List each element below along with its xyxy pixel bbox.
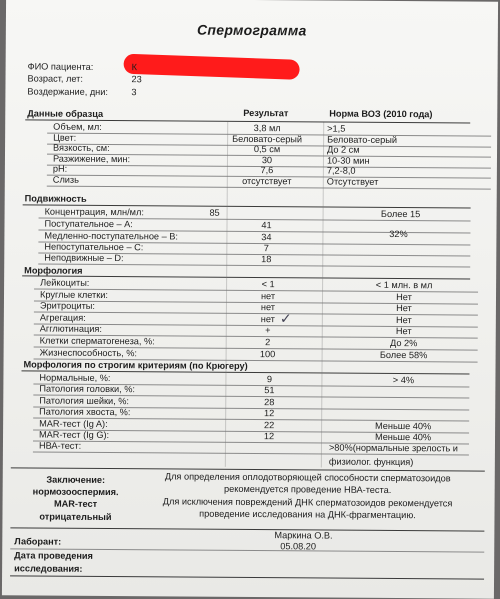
row-result: 18 [261, 254, 272, 265]
row-result: 9 [266, 374, 273, 385]
column-norm-heading: Норма ВОЗ (2010 года) [329, 108, 433, 120]
row-result: + [265, 325, 271, 336]
row-norm: 7,2-8,0 [326, 165, 356, 177]
redaction-mark [123, 54, 300, 80]
row-label: Неподвижные – D: [44, 252, 124, 264]
column-separator [321, 123, 324, 468]
row-label: Патология головки, %: [39, 383, 136, 395]
row-norm: >80%(нормальные зрелость и [328, 442, 458, 454]
recommendation-line4: проведение исследования на ДНК-фрагментацию. [199, 508, 416, 521]
row-norm: Нет [395, 314, 412, 325]
document-sheet [2, 0, 498, 599]
row-norm: Отсутствует [326, 176, 379, 187]
row-norm: Меньше 40% [375, 420, 432, 431]
date-label-line1: Дата проведения [14, 550, 93, 561]
row-label: Медленно-поступательное – В: [44, 230, 178, 242]
row-norm: < 1 млн. в мл [375, 279, 433, 291]
row-result: 28 [264, 396, 275, 407]
recommendation-line3: Для исключения повреждений ДНК сперматозоидов рекомендуется [162, 496, 453, 509]
row-label: Лейкоциты: [40, 277, 90, 288]
row-result: 0,5 см [253, 144, 281, 155]
row-label: Поступательное – А: [44, 218, 133, 230]
row-result: нет [260, 313, 275, 324]
row-result: 22 [263, 419, 275, 430]
divider [38, 264, 470, 268]
row-result: < 1 [261, 279, 275, 290]
conclusion-label: Заключение: [46, 474, 106, 485]
row-norm: Беловато-серый [327, 134, 398, 145]
row-label: Круглые клетки: [39, 289, 108, 300]
section-morphology-heading: Морфология [24, 265, 83, 276]
patient-age-value: 23 [131, 74, 142, 85]
handwritten-checkmark: ✓ [279, 310, 292, 327]
patient-name-label: ФИО пациента: [27, 61, 94, 72]
row-result: нет [260, 302, 276, 313]
row-label: Агрегация: [39, 312, 86, 323]
row-result: Беловато-серый [232, 133, 303, 144]
row-result: 100 [259, 348, 276, 359]
divider [10, 575, 484, 579]
row-label: Клетки сперматогенеза, %: [39, 335, 155, 347]
row-label: MAR-тест (Ig A): [39, 418, 108, 429]
row-label: Жизнеспособность, %: [39, 347, 138, 358]
conclusion-diagnosis: нормозооспермия. [32, 486, 119, 498]
conclusion-mar-line2: отрицательный [39, 511, 112, 523]
row-label: Разжижение, мин: [52, 153, 131, 164]
row-label: Объем, мл: [53, 121, 102, 132]
row-label: Агглютинация: [39, 323, 102, 335]
study-date: 05.08.20 [280, 541, 317, 552]
row-result: отсутствует [242, 175, 292, 187]
divider [11, 467, 485, 471]
row-label: Концентрация, млн/мл: [44, 206, 144, 218]
conclusion-mar-line1: MAR-тест [53, 498, 98, 509]
row-label: НВА-тест: [38, 440, 82, 452]
row-label: Эритроциты: [39, 300, 96, 312]
row-norm: Меньше 40% [374, 431, 432, 443]
patient-age-label: Возраст, лет: [27, 73, 83, 84]
lab-name: Маркина О.В. [274, 530, 333, 541]
row-result: нет [260, 290, 276, 301]
column-result-heading: Результат [243, 107, 289, 119]
recommendation-line1: Для определения оплодотворяющей способности сперматозоидов [164, 471, 451, 484]
divider [10, 527, 484, 531]
patient-abstinence-value: 3 [131, 87, 137, 98]
row-norm: Нет [395, 326, 412, 337]
patient-name-value: К [131, 62, 138, 73]
row-result: 51 [264, 385, 275, 396]
hba-norm-line2: физиолог. функция) [328, 456, 414, 468]
row-norm: Нет [396, 303, 412, 314]
date-label-line2: исследования: [14, 563, 83, 574]
row-norm: Более 58% [379, 349, 428, 360]
row-label: pH: [52, 164, 68, 175]
row-norm: Более 15 [380, 208, 421, 220]
row-label: Вязкость, см: [53, 142, 110, 154]
row-result: 7 [263, 243, 269, 254]
row-result: 12 [263, 431, 275, 442]
section-sample-heading: Данные образца [27, 108, 104, 119]
recommendation-line2: рекомендуется проведение НВА-теста. [223, 483, 392, 495]
row-result: 12 [264, 408, 275, 419]
row-label: Патология шейки, %: [39, 395, 130, 406]
divider [47, 186, 491, 190]
document-title: Спермограмма [196, 21, 307, 39]
row-result: 34 [261, 232, 272, 243]
row-result: 3,8 мл [253, 123, 281, 134]
section-kruger-heading: Морфология по строгим критериям (по Крюгеру) [23, 359, 248, 371]
row-result: 7,6 [260, 165, 274, 176]
row-label: Непоступательное – С: [44, 241, 144, 253]
row-label: Слизь [52, 174, 80, 185]
row-norm: > 4% [392, 374, 415, 386]
row-result: 2 [265, 337, 271, 348]
row-norm: До 2% [390, 337, 418, 349]
lab-label: Лаборант: [14, 536, 62, 547]
row-label: MAR-тест (Ig G): [39, 429, 110, 441]
row-result: 85 [209, 207, 220, 218]
row-norm: 32% [389, 228, 408, 240]
row-norm: До 2 см [327, 144, 360, 155]
row-result: 30 [261, 154, 273, 165]
row-label: Патология хвоста, %: [39, 406, 131, 418]
row-label: Цвет: [53, 132, 77, 143]
row-label: Нормальные, %: [39, 372, 111, 384]
section-motility-heading: Подвижность [24, 193, 87, 204]
row-norm: 10-30 мин [326, 155, 370, 166]
row-result: 41 [261, 220, 272, 231]
row-norm: Нет [396, 291, 412, 302]
row-norm: >1,5 [327, 123, 346, 134]
patient-abstinence-label: Воздержание, дни: [27, 86, 109, 98]
